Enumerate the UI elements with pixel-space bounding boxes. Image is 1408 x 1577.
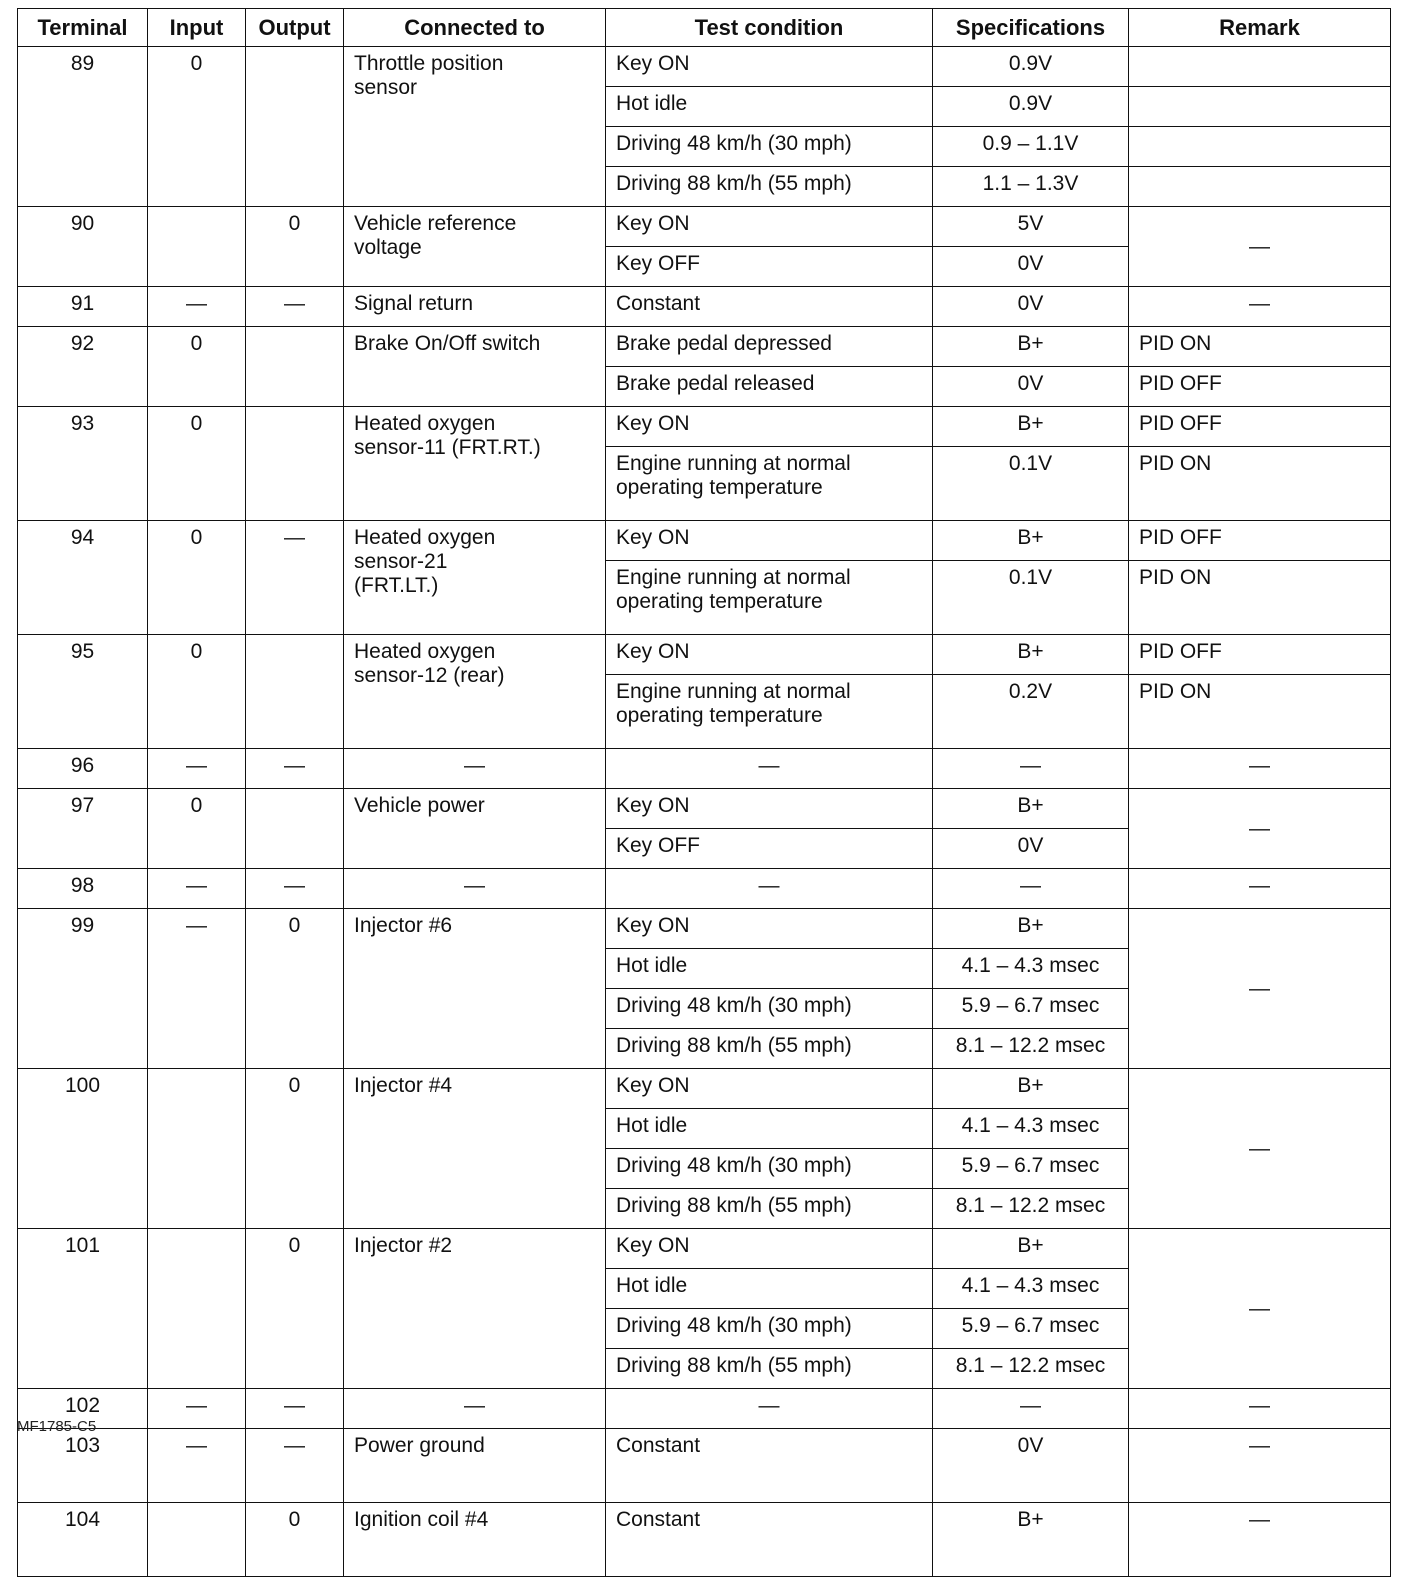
specification-cell: — (933, 749, 1129, 789)
input-cell: — (148, 909, 246, 1069)
remark-cell (1129, 87, 1391, 127)
input-cell: — (148, 1389, 246, 1429)
figure-caption: MF1785-C5 (17, 1418, 97, 1435)
header-input: Input (148, 9, 246, 47)
test-condition-cell: Hot idle (606, 1109, 933, 1149)
terminal-cell: 93 (18, 407, 148, 521)
connected-to-cell: Injector #2 (344, 1229, 606, 1389)
test-condition-cell: Key ON (606, 1229, 933, 1269)
table-row (18, 327, 1391, 367)
input-cell: 0 (148, 789, 246, 869)
specification-cell: 0.9 – 1.1V (933, 127, 1129, 167)
remark-cell: PID ON (1129, 675, 1391, 749)
terminal-cell: 101 (18, 1229, 148, 1389)
specification-cell: — (933, 1389, 1129, 1429)
test-condition-cell: — (606, 749, 933, 789)
table-row (18, 869, 1391, 909)
connected-to-cell: Signal return (344, 287, 606, 327)
specification-cell: 0V (933, 287, 1129, 327)
input-cell: 0 (148, 407, 246, 521)
output-cell (246, 789, 344, 869)
terminal-cell: 98 (18, 869, 148, 909)
test-condition-cell: — (606, 1389, 933, 1429)
specification-cell: B+ (933, 521, 1129, 561)
specification-cell: 5V (933, 207, 1129, 247)
header-output: Output (246, 9, 344, 47)
table-row (18, 47, 1391, 87)
connected-to-cell: Heated oxygen sensor-12 (rear) (344, 635, 606, 749)
test-condition-cell: Key ON (606, 909, 933, 949)
terminal-cell: 104 (18, 1503, 148, 1577)
remark-cell: — (1129, 1229, 1391, 1389)
header-specifications: Specifications (933, 9, 1129, 47)
test-condition-cell: Driving 88 km/h (55 mph) (606, 1189, 933, 1229)
terminal-cell: 91 (18, 287, 148, 327)
table-row (18, 909, 1391, 949)
test-condition-cell: Engine running at normal operating temperature (606, 447, 933, 521)
output-cell (246, 327, 344, 407)
test-condition-cell: Key ON (606, 521, 933, 561)
output-cell: 0 (246, 909, 344, 1069)
table-row (18, 1389, 1391, 1429)
specification-cell: 1.1 – 1.3V (933, 167, 1129, 207)
table-row (18, 1429, 1391, 1503)
header-remark: Remark (1129, 9, 1391, 47)
output-cell: — (246, 521, 344, 635)
test-condition-cell: Constant (606, 1503, 933, 1577)
header-terminal: Terminal (18, 9, 148, 47)
specification-cell: 4.1 – 4.3 msec (933, 1269, 1129, 1309)
test-condition-cell: Key ON (606, 47, 933, 87)
connected-to-cell: — (344, 749, 606, 789)
remark-cell: PID ON (1129, 447, 1391, 521)
table-row (18, 749, 1391, 789)
input-cell: 0 (148, 327, 246, 407)
test-condition-cell: Key ON (606, 207, 933, 247)
output-cell: — (246, 1389, 344, 1429)
test-condition-cell: Hot idle (606, 949, 933, 989)
input-cell (148, 1503, 246, 1577)
specification-cell: 0.1V (933, 561, 1129, 635)
terminal-cell: 90 (18, 207, 148, 287)
input-cell: — (148, 287, 246, 327)
table-row (18, 1069, 1391, 1109)
specification-cell: B+ (933, 1503, 1129, 1577)
specification-cell: 4.1 – 4.3 msec (933, 949, 1129, 989)
test-condition-cell: Brake pedal released (606, 367, 933, 407)
terminal-cell: 94 (18, 521, 148, 635)
remark-cell: — (1129, 749, 1391, 789)
remark-cell: — (1129, 207, 1391, 287)
remark-cell: — (1129, 287, 1391, 327)
remark-cell (1129, 167, 1391, 207)
table-row (18, 635, 1391, 675)
connected-to-cell: Heated oxygen sensor-21 (FRT.LT.) (344, 521, 606, 635)
table-row (18, 521, 1391, 561)
connected-to-cell: Vehicle power (344, 789, 606, 869)
output-cell: — (246, 1429, 344, 1503)
remark-cell (1129, 127, 1391, 167)
table-row (18, 789, 1391, 829)
output-cell: 0 (246, 1229, 344, 1389)
output-cell: 0 (246, 1069, 344, 1229)
output-cell: — (246, 287, 344, 327)
remark-cell: — (1129, 1503, 1391, 1577)
input-cell: 0 (148, 47, 246, 207)
terminal-cell: 103 (18, 1429, 148, 1503)
output-cell: — (246, 749, 344, 789)
remark-cell: PID ON (1129, 561, 1391, 635)
test-condition-cell: Driving 88 km/h (55 mph) (606, 1029, 933, 1069)
output-cell (246, 47, 344, 207)
specification-cell: 0V (933, 829, 1129, 869)
specification-cell: 0V (933, 1429, 1129, 1503)
specification-cell: 5.9 – 6.7 msec (933, 989, 1129, 1029)
terminal-cell: 102 (18, 1389, 148, 1429)
specification-cell: B+ (933, 635, 1129, 675)
terminal-cell: 92 (18, 327, 148, 407)
remark-cell: PID OFF (1129, 635, 1391, 675)
remark-cell: PID OFF (1129, 407, 1391, 447)
specification-cell: 0.2V (933, 675, 1129, 749)
header-test-condition: Test condition (606, 9, 933, 47)
test-condition-cell: Key ON (606, 407, 933, 447)
test-condition-cell: Brake pedal depressed (606, 327, 933, 367)
remark-cell (1129, 47, 1391, 87)
input-cell (148, 207, 246, 287)
test-condition-cell: Key ON (606, 789, 933, 829)
test-condition-cell: Driving 48 km/h (30 mph) (606, 989, 933, 1029)
output-cell: 0 (246, 207, 344, 287)
specification-cell: 8.1 – 12.2 msec (933, 1349, 1129, 1389)
test-condition-cell: Engine running at normal operating temperature (606, 675, 933, 749)
test-condition-cell: Driving 88 km/h (55 mph) (606, 1349, 933, 1389)
connected-to-cell: Throttle position sensor (344, 47, 606, 207)
connected-to-cell: Heated oxygen sensor-11 (FRT.RT.) (344, 407, 606, 521)
connected-to-cell: Injector #4 (344, 1069, 606, 1229)
test-condition-cell: Key OFF (606, 829, 933, 869)
test-condition-cell: Hot idle (606, 1269, 933, 1309)
remark-cell: — (1129, 1069, 1391, 1229)
test-condition-cell: Key ON (606, 635, 933, 675)
test-condition-cell: Driving 48 km/h (30 mph) (606, 1309, 933, 1349)
specification-cell: — (933, 869, 1129, 909)
terminal-cell: 97 (18, 789, 148, 869)
specification-cell: 0V (933, 367, 1129, 407)
specification-cell: B+ (933, 327, 1129, 367)
table-body (18, 47, 1391, 1577)
table-row (18, 1229, 1391, 1269)
connected-to-cell: Power ground (344, 1429, 606, 1503)
test-condition-cell: Key OFF (606, 247, 933, 287)
input-cell: 0 (148, 521, 246, 635)
input-cell: — (148, 749, 246, 789)
input-cell (148, 1229, 246, 1389)
remark-cell: — (1129, 789, 1391, 869)
input-cell: 0 (148, 635, 246, 749)
header-connected-to: Connected to (344, 9, 606, 47)
terminal-cell: 100 (18, 1069, 148, 1229)
specification-cell: 0.9V (933, 47, 1129, 87)
test-condition-cell: Engine running at normal operating temperature (606, 561, 933, 635)
terminal-cell: 99 (18, 909, 148, 1069)
specification-cell: 8.1 – 12.2 msec (933, 1029, 1129, 1069)
table-row (18, 407, 1391, 447)
connected-to-cell: — (344, 1389, 606, 1429)
connected-to-cell: — (344, 869, 606, 909)
test-condition-cell: Driving 48 km/h (30 mph) (606, 1149, 933, 1189)
specification-cell: 0.1V (933, 447, 1129, 521)
remark-cell: — (1129, 1389, 1391, 1429)
specification-cell: 8.1 – 12.2 msec (933, 1189, 1129, 1229)
table-row (18, 207, 1391, 247)
terminal-cell: 89 (18, 47, 148, 207)
remark-cell: PID OFF (1129, 367, 1391, 407)
specification-cell: B+ (933, 789, 1129, 829)
test-condition-cell: Driving 48 km/h (30 mph) (606, 127, 933, 167)
connected-to-cell: Vehicle reference voltage (344, 207, 606, 287)
remark-cell: — (1129, 1429, 1391, 1503)
remark-cell: — (1129, 909, 1391, 1069)
terminal-spec-table (17, 8, 1391, 1577)
specification-cell: B+ (933, 1069, 1129, 1109)
test-condition-cell: Key ON (606, 1069, 933, 1109)
remark-cell: — (1129, 869, 1391, 909)
table-row (18, 287, 1391, 327)
specification-cell: 5.9 – 6.7 msec (933, 1149, 1129, 1189)
input-cell: — (148, 1429, 246, 1503)
input-cell (148, 1069, 246, 1229)
connected-to-cell: Brake On/Off switch (344, 327, 606, 407)
output-cell: — (246, 869, 344, 909)
input-cell: — (148, 869, 246, 909)
terminal-cell: 96 (18, 749, 148, 789)
test-condition-cell: Constant (606, 1429, 933, 1503)
test-condition-cell: Driving 88 km/h (55 mph) (606, 167, 933, 207)
remark-cell: PID ON (1129, 327, 1391, 367)
specification-cell: B+ (933, 407, 1129, 447)
remark-cell: PID OFF (1129, 521, 1391, 561)
terminal-cell: 95 (18, 635, 148, 749)
connected-to-cell: Ignition coil #4 (344, 1503, 606, 1577)
test-condition-cell: — (606, 869, 933, 909)
output-cell: 0 (246, 1503, 344, 1577)
header-row (18, 9, 1391, 47)
output-cell (246, 635, 344, 749)
connected-to-cell: Injector #6 (344, 909, 606, 1069)
table-row (18, 1503, 1391, 1577)
specification-cell: B+ (933, 909, 1129, 949)
specification-cell: 0.9V (933, 87, 1129, 127)
test-condition-cell: Constant (606, 287, 933, 327)
test-condition-cell: Hot idle (606, 87, 933, 127)
specification-cell: B+ (933, 1229, 1129, 1269)
specification-cell: 5.9 – 6.7 msec (933, 1309, 1129, 1349)
specification-cell: 0V (933, 247, 1129, 287)
output-cell (246, 407, 344, 521)
specification-cell: 4.1 – 4.3 msec (933, 1109, 1129, 1149)
